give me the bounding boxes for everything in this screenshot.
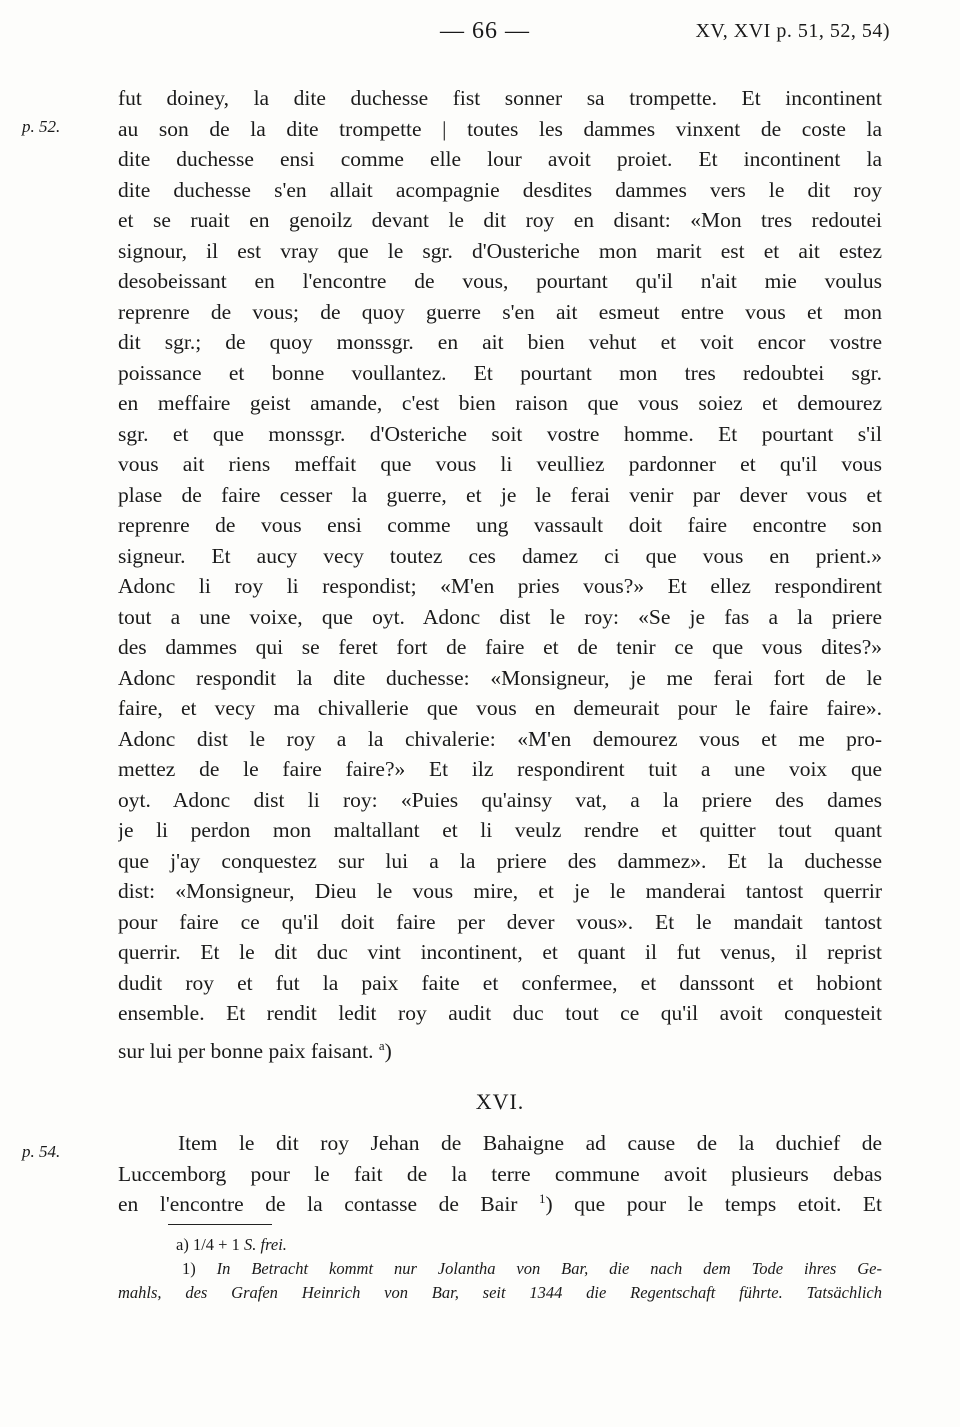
text-line: signour, il est vray que le sgr. d'Ousteriche mon marit est et ait estez xyxy=(118,238,882,263)
footnote-divider xyxy=(168,1224,272,1225)
footnote-a: a) 1/4 + 1 S. frei. xyxy=(176,1235,287,1254)
text-line: Adonc respondit la dite duchesse: «Monsigneur, je me ferai fort de le xyxy=(118,665,882,690)
text-line: oyt. Adonc dist li roy: «Puies qu'ainsy vat, a la priere des dames xyxy=(118,787,882,812)
text-line: tout a une voixe, que oyt. Adonc dist le roy: «Se je fas a la priere xyxy=(118,604,882,629)
footnote-1-line1: 1) In Betracht kommt nur Jolantha von Bar, die nach dem Tode ihres Ge- xyxy=(182,1259,882,1278)
footnote-mark-a: a xyxy=(378,1038,385,1053)
footnote-mark-1: 1 xyxy=(539,1191,546,1206)
text-line: vous ait riens meffait que vous li veulliez pardonner et qu'il vous xyxy=(118,452,882,476)
page-number: — 66 — xyxy=(440,18,530,44)
text-line: Luccemborg pour le fait de la terre commune avoit plusieurs debas xyxy=(118,1161,882,1186)
margin-note-p52: p. 52. xyxy=(22,117,61,136)
text-line: pour faire ce qu'il doit faire per dever vous». Et le mandait tantost xyxy=(118,909,882,934)
text-line: que j'ay conquestez sur lui a la priere des dammez». Et la duchesse xyxy=(118,848,882,873)
text-line: et se ruait en genoilz devant le dit roy en disant: «Mon tres redoutei xyxy=(118,208,882,232)
page-header xyxy=(0,12,960,52)
text-line: sur lui per bonne paix faisant. $^a$) xyxy=(118,1038,392,1063)
header-reference: XV, XVI p. 51, 52, 54) xyxy=(695,20,890,42)
text-line: au son de la dite trompette | toutes les dammes vinxent de coste la xyxy=(118,116,882,141)
text-line: je li perdon mon maltallant et li veulz rendre et quitter tout quant xyxy=(118,818,882,842)
text-line: mettez de le faire faire?» Et ilz respondirent tuit a une voix que xyxy=(118,757,882,781)
text-line: ensemble. Et rendit ledit roy audit duc tout ce qu'il avoit conquesteit xyxy=(118,1001,882,1025)
text-line: dit sgr.; de quoy monssgr. en ait bien vehut et voit encor vostre xyxy=(118,330,882,354)
text-line: dite duchesse s'en allait acompagnie desdites dammes vers le dit roy xyxy=(118,177,882,202)
text-line: Item le dit roy Jehan de Bahaigne ad cause de la duchief de xyxy=(178,1131,882,1155)
text-line: querrir. Et le dit duc vint incontinent, et quant il fut venus, il reprist xyxy=(118,940,882,964)
text-line: des dammes qui se feret fort de faire et de tenir ce que vous dites?» xyxy=(118,635,882,659)
margin-note-p54: p. 54. xyxy=(22,1142,61,1161)
text-line: poissance et bonne voullantez. Et pourtant mon tres redoubtei sgr. xyxy=(118,360,882,385)
section-xvi-line3 xyxy=(118,1189,882,1220)
footnotes xyxy=(118,1233,882,1305)
text-line: signeur. Et aucy vecy toutez ces damez ci que vous en prient.» xyxy=(118,543,882,568)
footnote-1-line2: mahls, des Grafen Heinrich von Bar, seit 1344 die Regentschaft führte. Tatsächlich xyxy=(118,1283,882,1302)
text-line: desobeissant en l'encontre de vous, pourtant qu'il n'ait mie voulus xyxy=(118,269,882,293)
section-xv-closing xyxy=(118,1036,882,1067)
text-line: reprenre de vous; de quoy guerre s'en ait esmeut entre vous et mon xyxy=(118,299,882,324)
section-xv-text xyxy=(118,83,882,1029)
text-line: dudit roy et fut la paix faite et confermee, et danssont et hobiont xyxy=(118,970,882,995)
text-line: en l'encontre de la contasse de Bair $^1$) que pour le temps etoit. Et xyxy=(118,1191,882,1216)
text-line: plase de faire cesser la guerre, et je le ferai venir par dever vous et xyxy=(118,482,882,507)
section-heading: XVI. xyxy=(475,1089,525,1114)
text-line: dist: «Monsigneur, Dieu le vous mire, et je le manderai tantost querrir xyxy=(118,879,882,903)
text-line: fut doiney, la dite duchesse fist sonner sa trompette. Et incontinent xyxy=(118,86,882,110)
text-line: faire, et vecy ma chivallerie que vous en demeurait pour le faire faire». xyxy=(118,696,882,720)
text-line: en meffaire geist amande, c'est bien raison que vous soiez et demourez xyxy=(118,391,882,415)
text-line: dite duchesse ensi comme elle lour avoit proiet. Et incontinent la xyxy=(118,147,882,171)
text-line: Adonc li roy li respondist; «M'en pries vous?» Et ellez respondirent xyxy=(118,574,882,598)
text-line: reprenre de vous ensi comme ung vassault doit faire encontre son xyxy=(118,513,882,537)
text-line: Adonc dist le roy a la chivalerie: «M'en demourez vous et me pro- xyxy=(118,726,882,751)
section-xvi-text xyxy=(118,1128,882,1189)
text-line: sgr. et que monssgr. d'Osteriche soit vostre homme. Et pourtant s'il xyxy=(118,421,882,446)
